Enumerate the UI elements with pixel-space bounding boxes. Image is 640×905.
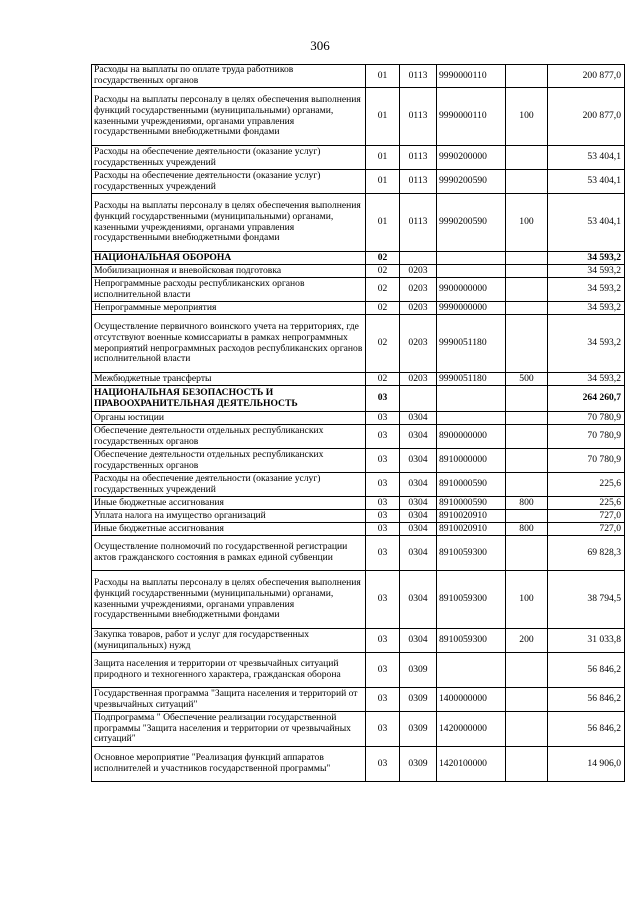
budget-table xyxy=(91,64,625,782)
cell-amount: 727,0 xyxy=(548,510,625,523)
cell-section: 02 xyxy=(366,278,400,302)
cell-target-item: 9990000000 xyxy=(437,302,506,315)
table-row xyxy=(92,653,625,688)
cell-expense-type: 100 xyxy=(506,571,548,629)
cell-target-item: 9990051180 xyxy=(437,315,506,373)
cell-name: Государственная программа "Защита населения и территорий от чрезвычайных ситуаций" xyxy=(92,688,366,712)
cell-expense-type xyxy=(506,278,548,302)
cell-expense-type xyxy=(506,315,548,373)
cell-section: 02 xyxy=(366,302,400,315)
cell-amount: 70 780,9 xyxy=(548,425,625,449)
cell-name: НАЦИОНАЛЬНАЯ БЕЗОПАСНОСТЬ И ПРАВООХРАНИТЕЛЬНАЯ ДЕЯТЕЛЬНОСТЬ xyxy=(92,386,366,412)
cell-section: 03 xyxy=(366,473,400,497)
cell-name: Межбюджетные трансферты xyxy=(92,373,366,386)
cell-name: Иные бюджетные ассигнования xyxy=(92,523,366,536)
table-row xyxy=(92,523,625,536)
cell-amount: 14 906,0 xyxy=(548,747,625,782)
cell-expense-type xyxy=(506,386,548,412)
cell-target-item xyxy=(437,412,506,425)
cell-amount: 56 846,2 xyxy=(548,688,625,712)
cell-expense-type xyxy=(506,747,548,782)
cell-section: 03 xyxy=(366,425,400,449)
cell-name: Уплата налога на имущество организаций xyxy=(92,510,366,523)
cell-target-item: 8910059300 xyxy=(437,571,506,629)
cell-section: 03 xyxy=(366,536,400,571)
cell-expense-type xyxy=(506,170,548,194)
cell-target-item: 8900000000 xyxy=(437,425,506,449)
table-row xyxy=(92,88,625,146)
cell-expense-type: 100 xyxy=(506,194,548,252)
table-row xyxy=(92,425,625,449)
cell-target-item: 8910059300 xyxy=(437,629,506,653)
cell-subsection xyxy=(400,386,437,412)
cell-target-item xyxy=(437,252,506,265)
cell-amount: 34 593,2 xyxy=(548,373,625,386)
cell-expense-type xyxy=(506,425,548,449)
cell-amount: 34 593,2 xyxy=(548,252,625,265)
cell-subsection: 0203 xyxy=(400,302,437,315)
cell-amount: 34 593,2 xyxy=(548,302,625,315)
cell-name: Расходы на выплаты персоналу в целях обеспечения выполнения функций государственными (муниципальными) органами, казенными учреждениями, органами управления государственными внебюджетными фондами xyxy=(92,571,366,629)
table-row xyxy=(92,302,625,315)
cell-subsection: 0113 xyxy=(400,146,437,170)
cell-target-item: 1420000000 xyxy=(437,712,506,747)
cell-subsection: 0304 xyxy=(400,412,437,425)
cell-name: Иные бюджетные ассигнования xyxy=(92,497,366,510)
cell-subsection: 0304 xyxy=(400,629,437,653)
cell-target-item: 1400000000 xyxy=(437,688,506,712)
table-row xyxy=(92,373,625,386)
table-row xyxy=(92,497,625,510)
cell-name: Мобилизационная и вневойсковая подготовка xyxy=(92,265,366,278)
cell-subsection: 0309 xyxy=(400,747,437,782)
cell-target-item: 8910020910 xyxy=(437,523,506,536)
cell-subsection: 0113 xyxy=(400,65,437,88)
cell-subsection: 0309 xyxy=(400,712,437,747)
cell-amount: 53 404,1 xyxy=(548,194,625,252)
cell-section: 01 xyxy=(366,88,400,146)
cell-amount: 225,6 xyxy=(548,497,625,510)
cell-target-item: 8910000000 xyxy=(437,449,506,473)
cell-section: 02 xyxy=(366,252,400,265)
cell-amount: 53 404,1 xyxy=(548,170,625,194)
budget-table-body xyxy=(92,65,625,782)
cell-target-item xyxy=(437,265,506,278)
cell-expense-type: 200 xyxy=(506,629,548,653)
cell-subsection: 0113 xyxy=(400,194,437,252)
cell-target-item: 9990200000 xyxy=(437,146,506,170)
cell-subsection: 0304 xyxy=(400,497,437,510)
table-row xyxy=(92,194,625,252)
cell-amount: 34 593,2 xyxy=(548,278,625,302)
cell-amount: 34 593,2 xyxy=(548,315,625,373)
cell-section: 02 xyxy=(366,373,400,386)
table-row xyxy=(92,146,625,170)
cell-subsection: 0304 xyxy=(400,425,437,449)
cell-target-item: 8910000590 xyxy=(437,497,506,510)
table-row xyxy=(92,629,625,653)
table-row xyxy=(92,278,625,302)
cell-section: 02 xyxy=(366,265,400,278)
cell-expense-type: 800 xyxy=(506,497,548,510)
table-row xyxy=(92,536,625,571)
table-row xyxy=(92,571,625,629)
cell-subsection: 0203 xyxy=(400,315,437,373)
cell-expense-type: 100 xyxy=(506,88,548,146)
cell-subsection: 0304 xyxy=(400,571,437,629)
cell-expense-type xyxy=(506,536,548,571)
cell-name: Обеспечение деятельности отдельных республиканских государственных органов xyxy=(92,449,366,473)
table-row xyxy=(92,265,625,278)
cell-target-item xyxy=(437,386,506,412)
cell-target-item xyxy=(437,653,506,688)
cell-subsection: 0309 xyxy=(400,688,437,712)
cell-subsection: 0309 xyxy=(400,653,437,688)
cell-section: 03 xyxy=(366,571,400,629)
table-row xyxy=(92,252,625,265)
cell-section: 01 xyxy=(366,146,400,170)
cell-name: Расходы на выплаты персоналу в целях обеспечения выполнения функций государственными (муниципальными) органами, казенными учреждениями, органами управления государственными внебюджетными фондами xyxy=(92,194,366,252)
cell-name: Органы юстиции xyxy=(92,412,366,425)
cell-amount: 56 846,2 xyxy=(548,712,625,747)
cell-target-item: 1420100000 xyxy=(437,747,506,782)
cell-amount: 200 877,0 xyxy=(548,65,625,88)
cell-expense-type xyxy=(506,688,548,712)
cell-expense-type xyxy=(506,510,548,523)
cell-name: Подпрограмма " Обеспечение реализации государственной программы "Защита населения и территории от чрезвычайных ситуаций" xyxy=(92,712,366,747)
cell-amount: 264 260,7 xyxy=(548,386,625,412)
cell-section: 01 xyxy=(366,170,400,194)
cell-expense-type xyxy=(506,449,548,473)
table-row xyxy=(92,170,625,194)
table-row xyxy=(92,688,625,712)
cell-amount: 53 404,1 xyxy=(548,146,625,170)
cell-subsection: 0304 xyxy=(400,523,437,536)
cell-subsection: 0113 xyxy=(400,170,437,194)
table-row xyxy=(92,473,625,497)
cell-section: 03 xyxy=(366,449,400,473)
cell-subsection: 0203 xyxy=(400,373,437,386)
cell-amount: 38 794,5 xyxy=(548,571,625,629)
cell-name: Осуществление полномочий по государственной регистрации актов гражданского состояния в рамках единой субвенции xyxy=(92,536,366,571)
cell-section: 03 xyxy=(366,653,400,688)
cell-target-item: 8910020910 xyxy=(437,510,506,523)
cell-name: Расходы на обеспечение деятельности (оказание услуг) государственных учреждений xyxy=(92,146,366,170)
cell-amount: 31 033,8 xyxy=(548,629,625,653)
cell-subsection: 0304 xyxy=(400,473,437,497)
cell-name: Расходы на выплаты по оплате труда работников государственных органов xyxy=(92,65,366,88)
cell-name: Расходы на выплаты персоналу в целях обеспечения выполнения функций государственными (муниципальными) органами, казенными учреждениями, органами управления государственными внебюджетными фондами xyxy=(92,88,366,146)
cell-section: 02 xyxy=(366,315,400,373)
cell-amount: 56 846,2 xyxy=(548,653,625,688)
cell-amount: 200 877,0 xyxy=(548,88,625,146)
cell-section: 03 xyxy=(366,629,400,653)
cell-expense-type xyxy=(506,712,548,747)
cell-subsection: 0304 xyxy=(400,510,437,523)
cell-expense-type xyxy=(506,265,548,278)
table-row xyxy=(92,747,625,782)
cell-expense-type xyxy=(506,473,548,497)
cell-expense-type xyxy=(506,146,548,170)
table-row xyxy=(92,412,625,425)
table-row xyxy=(92,386,625,412)
cell-amount: 69 828,3 xyxy=(548,536,625,571)
cell-target-item: 8910059300 xyxy=(437,536,506,571)
table-row xyxy=(92,712,625,747)
cell-name: Защита населения и территории от чрезвычайных ситуаций природного и техногенного характера, гражданская оборона xyxy=(92,653,366,688)
cell-target-item: 9900000000 xyxy=(437,278,506,302)
cell-name: НАЦИОНАЛЬНАЯ ОБОРОНА xyxy=(92,252,366,265)
cell-expense-type xyxy=(506,412,548,425)
cell-target-item: 9990051180 xyxy=(437,373,506,386)
cell-section: 03 xyxy=(366,386,400,412)
cell-name: Расходы на обеспечение деятельности (оказание услуг) государственных учреждений xyxy=(92,473,366,497)
cell-section: 03 xyxy=(366,747,400,782)
table-row xyxy=(92,315,625,373)
cell-subsection: 0113 xyxy=(400,88,437,146)
cell-amount: 70 780,9 xyxy=(548,449,625,473)
cell-name: Обеспечение деятельности отдельных республиканских государственных органов xyxy=(92,425,366,449)
cell-section: 03 xyxy=(366,523,400,536)
cell-subsection: 0203 xyxy=(400,278,437,302)
table-row xyxy=(92,65,625,88)
cell-section: 03 xyxy=(366,497,400,510)
table-row xyxy=(92,449,625,473)
cell-subsection: 0203 xyxy=(400,265,437,278)
cell-name: Закупка товаров, работ и услуг для государственных (муниципальных) нужд xyxy=(92,629,366,653)
cell-section: 01 xyxy=(366,65,400,88)
table-row xyxy=(92,510,625,523)
cell-amount: 225,6 xyxy=(548,473,625,497)
cell-amount: 70 780,9 xyxy=(548,412,625,425)
cell-target-item: 8910000590 xyxy=(437,473,506,497)
cell-target-item: 9990200590 xyxy=(437,194,506,252)
cell-name: Непрограммные мероприятия xyxy=(92,302,366,315)
cell-expense-type: 800 xyxy=(506,523,548,536)
cell-subsection xyxy=(400,252,437,265)
cell-section: 03 xyxy=(366,510,400,523)
cell-section: 03 xyxy=(366,412,400,425)
cell-target-item: 9990000110 xyxy=(437,88,506,146)
cell-name: Непрограммные расходы республиканских органов исполнительной власти xyxy=(92,278,366,302)
cell-name: Основное мероприятие "Реализация функций аппаратов исполнителей и участников государственной программы" xyxy=(92,747,366,782)
cell-subsection: 0304 xyxy=(400,449,437,473)
page-number: 306 xyxy=(310,38,330,53)
cell-section: 03 xyxy=(366,688,400,712)
cell-section: 03 xyxy=(366,712,400,747)
cell-target-item: 9990200590 xyxy=(437,170,506,194)
cell-name: Расходы на обеспечение деятельности (оказание услуг) государственных учреждений xyxy=(92,170,366,194)
cell-expense-type xyxy=(506,302,548,315)
cell-target-item: 9990000110 xyxy=(437,65,506,88)
cell-expense-type: 500 xyxy=(506,373,548,386)
cell-name: Осуществление первичного воинского учета на территориях, где отсутствуют военные комиссариаты в рамках непрограммных мероприятий непрограммных расходов республиканских органов исполнительной власти xyxy=(92,315,366,373)
cell-expense-type xyxy=(506,653,548,688)
cell-section: 01 xyxy=(366,194,400,252)
cell-amount: 34 593,2 xyxy=(548,265,625,278)
cell-amount: 727,0 xyxy=(548,523,625,536)
cell-expense-type xyxy=(506,252,548,265)
cell-subsection: 0304 xyxy=(400,536,437,571)
cell-expense-type xyxy=(506,65,548,88)
